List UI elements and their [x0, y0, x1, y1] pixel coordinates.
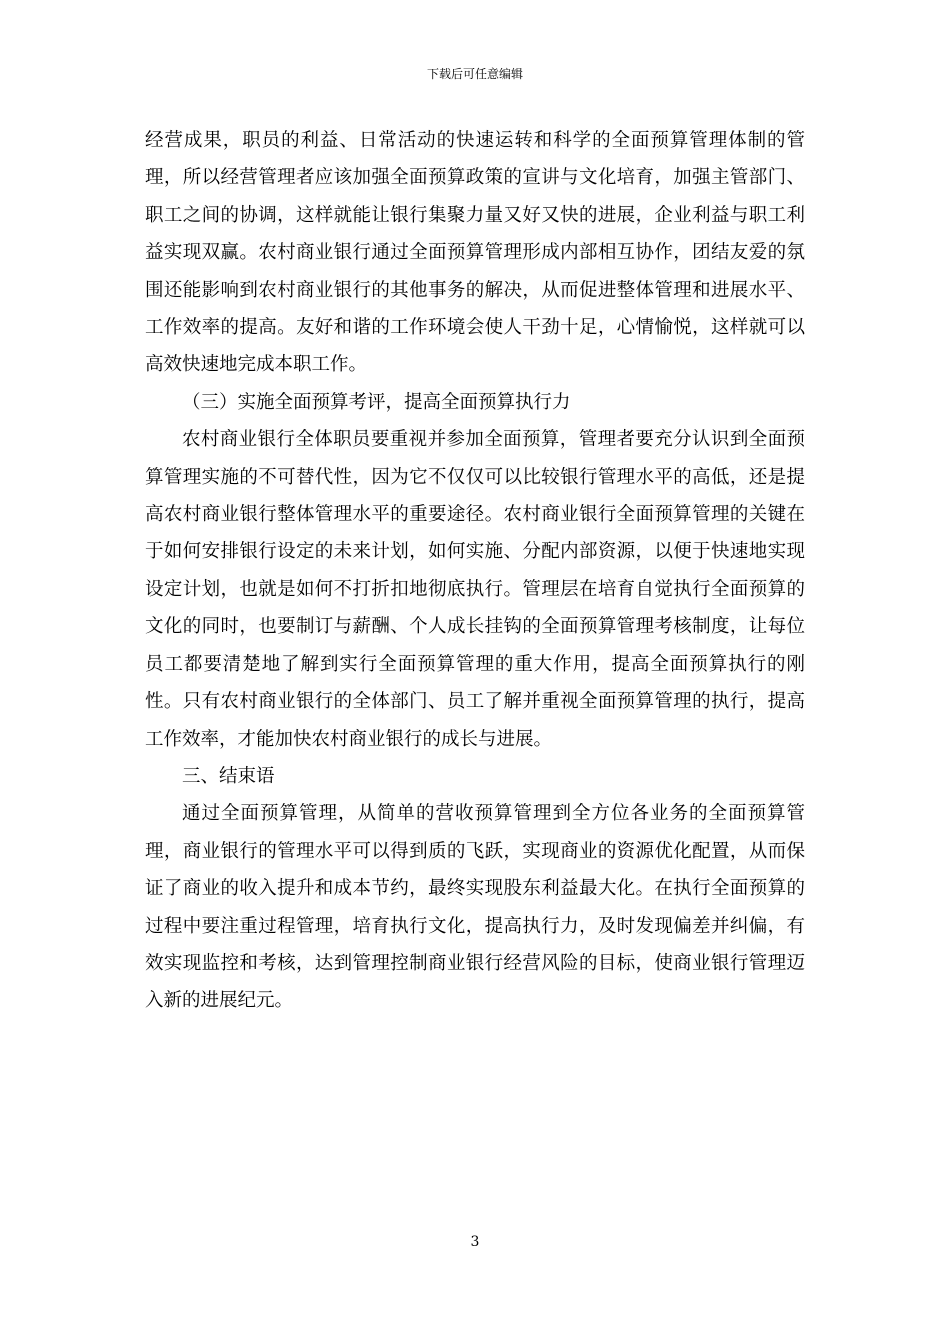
section-heading-conclusion: 三、结束语 — [182, 765, 275, 787]
paragraph-conclusion: 通过全面预算管理，从简单的营收预算管理到全方位各业务的全面预算管理，商业银行的管理水平可以得到质的飞跃，实现商业的资源优化配置，从而保证了商业的收入提升和成本节约，最终实现股东利益最大化。在执行全面预算的过程中要注重过程管理，培育执行文化，提高执行力，及时发现偏差并纠偏，有效实现监控和考核，达到管理控制商业银行经营风险的目标，使商业银行管理迈入新的进展纪元。 — [145, 803, 805, 1012]
page-header: 下载后可任意编辑 — [426, 67, 523, 81]
section-heading-3: （三）实施全面预算考评，提高全面预算执行力 — [182, 391, 571, 413]
page-number: 3 — [470, 1234, 480, 1250]
document-body — [145, 122, 805, 1020]
paragraph-budget-evaluation: 农村商业银行全体职员要重视并参加全面预算，管理者要充分认识到全面预算管理实施的不可替代性，因为它不仅仅可以比较银行管理水平的高低，还是提高农村商业银行整体管理水平的重要途径。农村商业银行全面预算管理的关键在于如何安排银行设定的未来计划，如何实施、分配内部资源，以便于快速地实现设定计划，也就是如何不打折扣地彻底执行。管理层在培育自觉执行全面预算的文化的同时，也要制订与薪酬、个人成长挂钩的全面预算管理考核制度，让每位员工都要清楚地了解到实行全面预算管理的重大作用，提高全面预算执行的刚性。只有农村商业银行的全体部门、员工了解并重视全面预算管理的执行，提高工作效率，才能加快农村商业银行的成长与进展。 — [145, 429, 805, 750]
paragraph-continuation: 经营成果，职员的利益、日常活动的快速运转和科学的全面预算管理体制的管理，所以经营管理者应该加强全面预算政策的宣讲与文化培育，加强主管部门、职工之间的协调，这样就能让银行集聚力量又好又快的进展，企业利益与职工利益实现双赢。农村商业银行通过全面预算管理形成内部相互协作，团结友爱的氛围还能影响到农村商业银行的其他事务的解决，从而促进整体管理和进展水平、工作效率的提高。友好和谐的工作环境会使人干劲十足，心情愉悦，这样就可以高效快速地完成本职工作。 — [145, 130, 805, 376]
